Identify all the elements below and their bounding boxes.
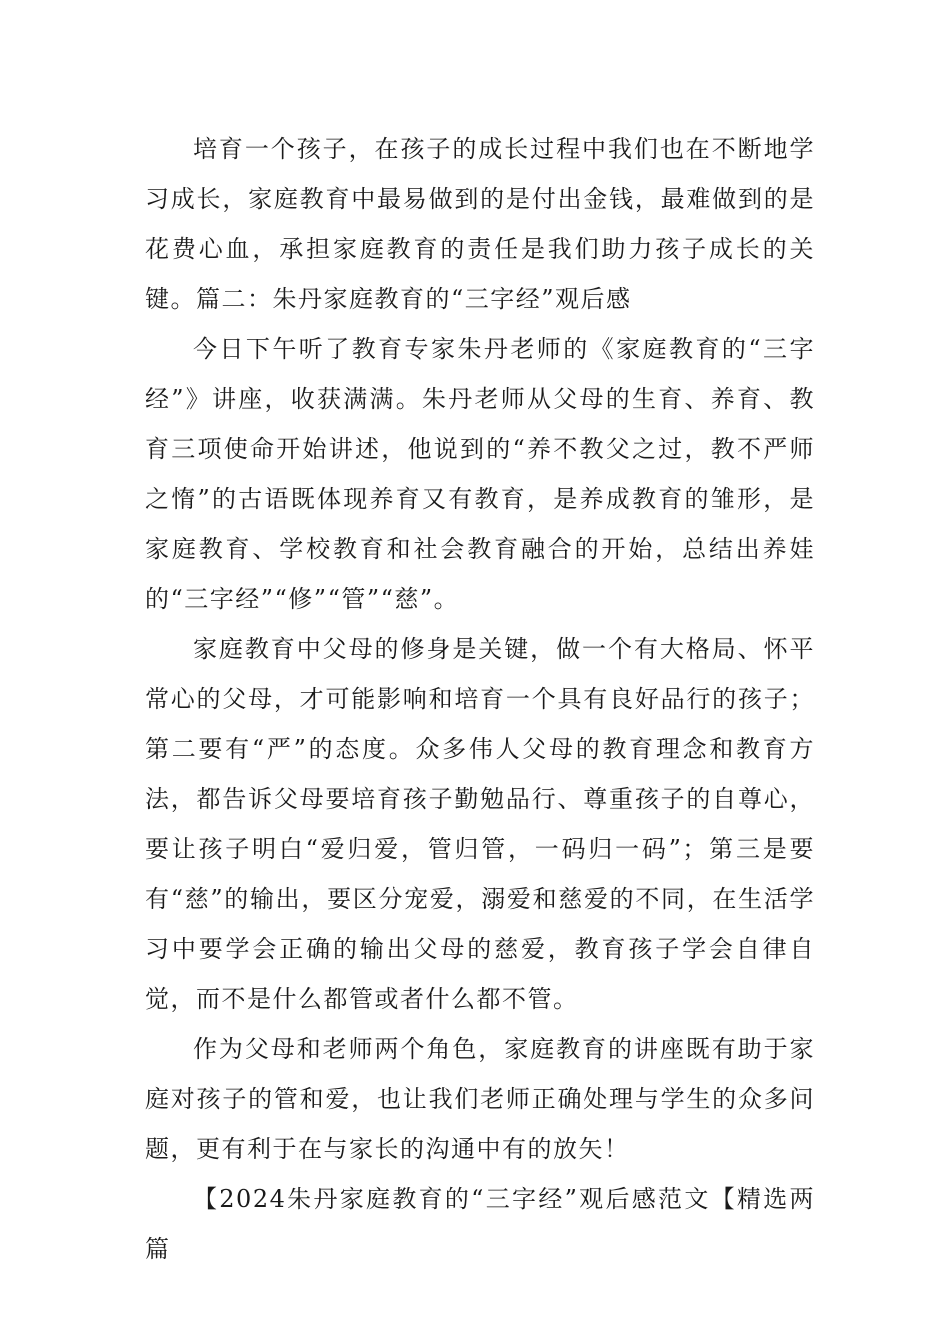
paragraph-2: 今日下午听了教育专家朱丹老师的《家庭教育的“三字经”》讲座，收获满满。朱丹老师从父母的生育、养育、教育三项使命开始讲述，他说到的“养不教父之过，教不严师之惰”的古语既体现养育又有教育，是养成教育的雏形，是家庭教育、学校教育和社会教育融合的开始，总结出养娃的“三字经”“修”“管”“慈”。 xyxy=(145,335,815,613)
document-body xyxy=(145,124,815,1274)
paragraph-5: 【2024朱丹家庭教育的“三字经”观后感范文【精选两篇 xyxy=(145,1185,815,1263)
paragraph-4: 作为父母和老师两个角色，家庭教育的讲座既有助于家庭对孩子的管和爱，也让我们老师正确处理与学生的众多问题，更有利于在与家长的沟通中有的放矢！ xyxy=(145,1035,815,1163)
paragraph-3: 家庭教育中父母的修身是关键，做一个有大格局、怀平常心的父母，才可能影响和培育一个具有良好品行的孩子；第二要有“严”的态度。众多伟人父母的教育理念和教育方法，都告诉父母要培育孩子勤勉品行、尊重孩子的自尊心，要让孩子明白“爱归爱，管归管，一码归一码”；第三是要有“慈”的输出，要区分宠爱，溺爱和慈爱的不同，在生活学习中要学会正确的输出父母的慈爱，教育孩子学会自律自觉，而不是什么都管或者什么都不管。 xyxy=(145,635,815,1013)
paragraph-1: 培育一个孩子，在孩子的成长过程中我们也在不断地学习成长，家庭教育中最易做到的是付出金钱，最难做到的是花费心血，承担家庭教育的责任是我们助力孩子成长的关键。篇二：朱丹家庭教育的“三字经”观后感 xyxy=(145,135,815,313)
